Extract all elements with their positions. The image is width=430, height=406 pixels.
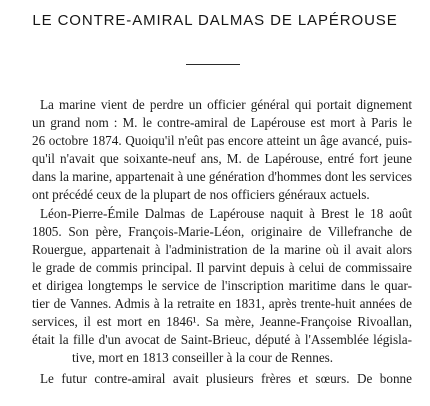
title-divider	[186, 64, 240, 65]
body-text-line: services, il est mort en 1846¹. Sa mère, Jeanne-Françoise Rivoallan,	[32, 314, 412, 329]
body-text-line: tive, mort en 1813 conseiller à la cour de Rennes.	[72, 350, 334, 365]
body-text-line: 1805. Son père, François-Marie-Léon, originaire de Villefranche de	[32, 224, 412, 239]
page-title: LE CONTRE-AMIRAL DALMAS DE LAPÉROUSE	[32, 12, 398, 29]
body-text-line: le grade de commis principal. Il parvint depuis à celui de commissaire	[32, 260, 412, 275]
body-text-line: et dirigea longtemps le service de l'inscription maritime dans le quar-	[32, 278, 412, 293]
body-text-line: ont précédé ceux de la plupart de nos officiers généraux actuels.	[32, 187, 370, 202]
body-text-line: dans la marine, appartenait à une génération d'hommes dont les services	[32, 169, 412, 184]
body-text-line: La marine vient de perdre un officier général qui portait dignement	[40, 97, 412, 112]
body-text-line: était la fille d'un avocat de Saint-Brieuc, député à l'Assemblée législa-	[32, 332, 412, 347]
body-text-line: Rouergue, appartenait à l'administration de la marine où il avait alors	[32, 242, 412, 257]
body-text-line: qu'il n'avait que soixante-neuf ans, M. de Lapérouse, entré fort jeune	[32, 151, 412, 166]
body-text-line: 26 octobre 1874. Quoiqu'il n'eût pas encore atteint un âge avancé, puis-	[32, 133, 412, 148]
body-text-line: Léon-Pierre-Émile Dalmas de Lapérouse naquit à Brest le 18 août	[40, 206, 412, 221]
body-text-line: un grand nom : M. le contre-amiral de Lapérouse est mort à Paris le	[32, 115, 412, 130]
body-text-line: Le futur contre-amiral avait plusieurs frères et sœurs. De bonne	[40, 371, 412, 386]
body-text-line: tier de Vannes. Admis à la retraite en 1831, après trente-huit années de	[32, 296, 412, 311]
